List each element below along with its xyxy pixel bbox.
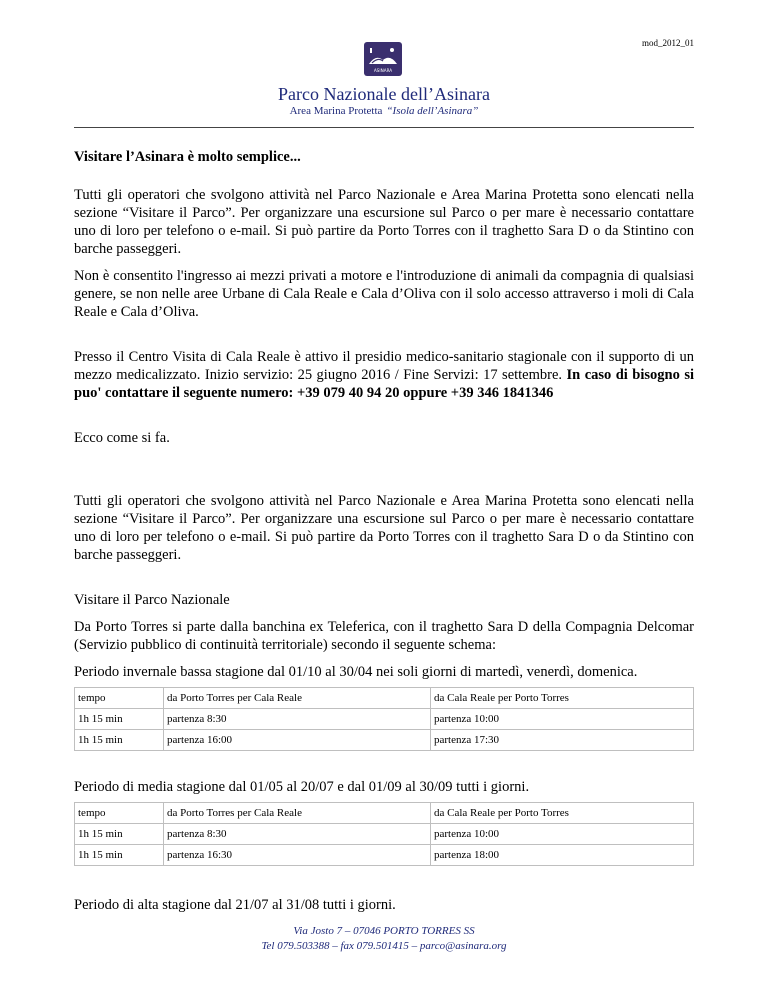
svg-text:ASINARA: ASINARA xyxy=(373,68,393,73)
paragraph-medical-text: Presso il Centro Visita di Cala Reale è attivo il presidio medico-sanitario stagionale con il supporto di un mezzo medicalizzato. Inizio servizio: 25 giugno 2016 / Fine Servizi: 17 settembre. xyxy=(74,349,694,383)
table-cell: partenza 10:00 xyxy=(431,824,694,845)
table-header-cell: da Cala Reale per Porto Torres xyxy=(431,803,694,824)
period-high: Periodo di alta stagione dal 21/07 al 31/08 tutti i giorni. xyxy=(74,897,396,913)
table-row xyxy=(75,730,694,751)
table-header-cell: tempo xyxy=(75,688,164,709)
table-cell: partenza 16:00 xyxy=(164,730,431,751)
heading: Visitare l’Asinara è molto semplice... xyxy=(74,149,301,165)
table-header-cell: da Porto Torres per Cala Reale xyxy=(164,803,431,824)
org-subtitle xyxy=(0,105,768,117)
paragraph-medical xyxy=(74,348,694,402)
table-cell: partenza 18:00 xyxy=(431,845,694,866)
footer xyxy=(0,924,768,954)
header-divider xyxy=(74,127,694,128)
table-header-cell: da Cala Reale per Porto Torres xyxy=(431,688,694,709)
document-code: mod_2012_01 xyxy=(641,38,694,48)
table-header-cell: da Porto Torres per Cala Reale xyxy=(164,688,431,709)
footer-contacts: Tel 079.503388 – fax 079.501415 – parco@asinara.org xyxy=(261,940,507,952)
paragraph-ferry: Da Porto Torres si parte dalla banchina ex Teleferica, con il traghetto Sara D della Compagnia Delcomar (Servizio pubblico di continuità territoriale) secondo il seguente schema: xyxy=(74,619,694,653)
footer-address: Via Josto 7 – 07046 PORTO TORRES SS xyxy=(293,925,475,937)
table-header-row xyxy=(75,803,694,824)
paragraph-restrictions: Non è consentito l'ingresso ai mezzi privati a motore e l'introduzione di animali da compagnia di qualsiasi genere, se non nelle aree Urbane di Cala Reale e Cala d’Oliva con il solo accesso attraverso i moli di Cala Reale e Cala d’Oliva. xyxy=(74,268,694,320)
table-cell: 1h 15 min xyxy=(75,709,164,730)
schedule-table-mid xyxy=(74,802,694,866)
org-subtitle-italic: “Isola dell’Asinara” xyxy=(386,105,479,117)
paragraph-operators: Tutti gli operatori che svolgono attività nel Parco Nazionale e Area Marina Protetta sono elencati nella sezione “Visitare il Parco”. Per organizzare una escursione sul Parco o per mare è necessario contattare uno di loro per telefono o e-mail. Si può partire da Porto Torres con il traghetto Sara D o da Stintino con barche passeggeri. xyxy=(74,187,694,257)
emergency-contact: In caso di bisogno si puo' contattare il seguente numero: +39 079 40 94 20 oppure +39 346 1841346 xyxy=(74,367,694,401)
table-header-row xyxy=(75,688,694,709)
paragraph-how: Ecco come si fa. xyxy=(74,430,170,446)
period-winter: Periodo invernale bassa stagione dal 01/10 al 30/04 nei soli giorni di martedì, venerdì, domenica. xyxy=(74,664,638,680)
table-row xyxy=(75,824,694,845)
paragraph-operators-repeat: Tutti gli operatori che svolgono attività nel Parco Nazionale e Area Marina Protetta sono elencati nella sezione “Visitare il Parco”. Per organizzare una escursione sul Parco o per mare è necessario contattare uno di loro per telefono o e-mail. Si può partire da Porto Torres con il traghetto Sara D o da Stintino con barche passeggeri. xyxy=(74,493,694,563)
park-logo xyxy=(364,42,402,76)
table-cell: partenza 8:30 xyxy=(164,709,431,730)
period-mid: Periodo di media stagione dal 01/05 al 20/07 e dal 01/09 al 30/09 tutti i giorni. xyxy=(74,779,530,795)
document-body xyxy=(74,148,694,914)
table-row xyxy=(75,845,694,866)
org-title: Parco Nazionale dell’Asinara xyxy=(278,84,490,104)
org-subtitle-text: Area Marina Protetta xyxy=(289,105,383,117)
schedule-table-winter xyxy=(74,687,694,751)
table-row xyxy=(75,709,694,730)
table-cell: partenza 8:30 xyxy=(164,824,431,845)
table-header-cell: tempo xyxy=(75,803,164,824)
table-cell: partenza 10:00 xyxy=(431,709,694,730)
section-visit-park: Visitare il Parco Nazionale xyxy=(74,592,230,608)
table-cell: partenza 16:30 xyxy=(164,845,431,866)
table-cell: partenza 17:30 xyxy=(431,730,694,751)
table-cell: 1h 15 min xyxy=(75,730,164,751)
table-cell: 1h 15 min xyxy=(75,824,164,845)
table-cell: 1h 15 min xyxy=(75,845,164,866)
